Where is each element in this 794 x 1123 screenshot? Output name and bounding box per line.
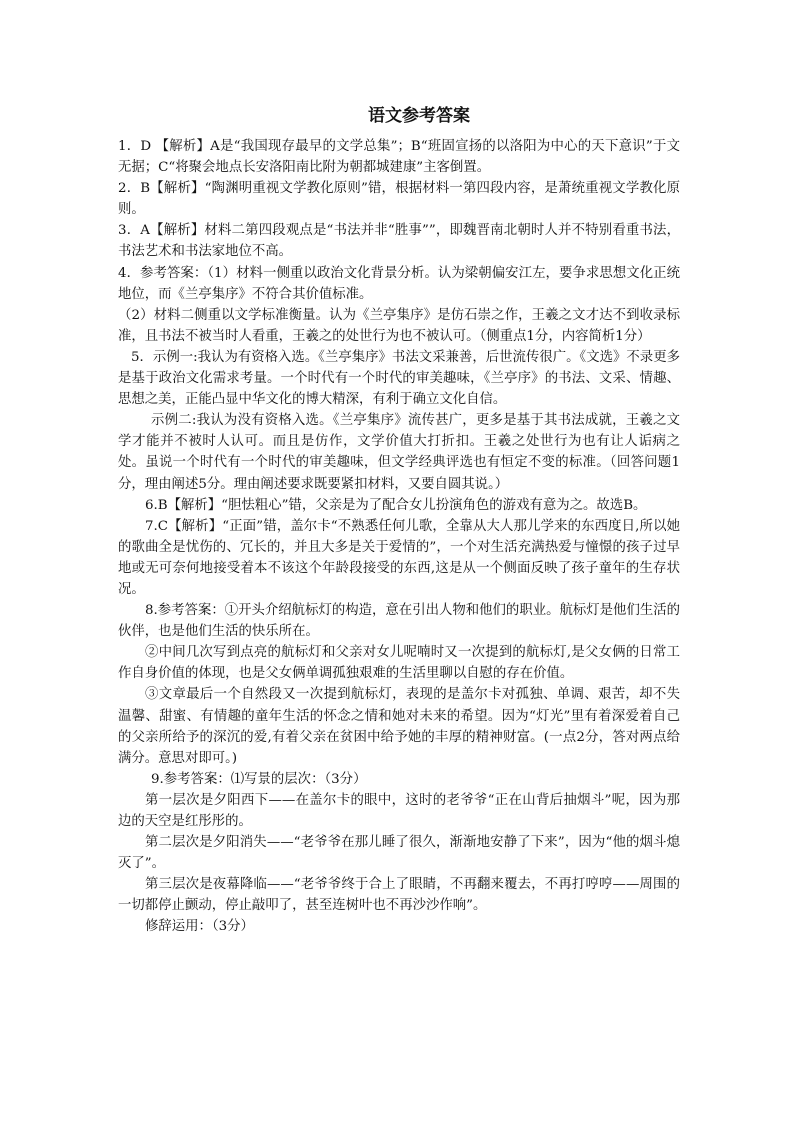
answer-9c-paragraph: 第二层次是夕阳消失——“老爷爷在那儿睡了很久，渐渐地安静了下来”，因为“他的烟斗熄灭了”。 [118,835,680,872]
answer-9a-paragraph: 9.参考答案：⑴写景的层次：（3分） [151,771,367,787]
answer-document [118,104,680,938]
answer-2-paragraph: 2．B【解析】“陶渊明重视文学教化原则”错，根据材料一第四段内容，是萧统重视文学教化原则。 [118,181,680,218]
answer-4a-paragraph: 4．参考答案：（1）材料一侧重以政治文化背景分析。认为梁朝偏安江左，要争求思想文化正统地位，而《兰亭集序》不符合其价值标准。 [118,265,680,302]
answer-1-paragraph: 1．D 【解析】A是“我国现存最早的文学总集”；B“班固宣扬的以洛阳为中心的天下意识”于文无据；C“将聚会地点长安洛阳南比附为朝都城建康”主客倒置。 [118,139,680,176]
answer-6-paragraph: 6.B【解析】“胆怯粗心”错，父亲是为了配合女儿扮演角色的游戏有意为之。故选B。 [145,497,647,513]
answer-3-paragraph: 3．A【解析】材料二第四段观点是“书法并非“胜事””，即魏晋南北朝时人并不特别看重书法，书法艺术和书法家地位不高。 [118,223,680,260]
answer-9b-paragraph: 第一层次是夕阳西下——在盖尔卡的眼中，这时的老爷爷“正在山背后抽烟斗”呢，因为那边的天空是红彤彤的。 [118,792,680,829]
answer-8b-paragraph: ②中间几次写到点亮的航标灯和父亲对女儿呢喃时又一次提到的航标灯,是父女俩的日常工作自身价值的体现，也是父女俩单调孤独艰难的生活里聊以自慰的存在价值。 [118,645,680,682]
answer-5b-paragraph: 示例二:我认为没有资格入选。《兰亭集序》流传甚广，更多是基于其书法成就，王羲之文学才能并不被时人认可。而且是仿作，文学价值大打折扣。王羲之处世行为也有让人诟病之处。虽说一个时代有一个时代的审美趣味，但文学经典评选也有恒定不变的标准。（回答问题1分，理由阐述5分。理由阐述要求既要紧扣材料，又要自圆其说。） [118,413,680,492]
page-title: 语文参考答案 [368,106,470,126]
answer-8a-paragraph: 8.参考答案：①开头介绍航标灯的构造，意在引出人物和他们的职业。航标灯是他们生活的伙伴，也是他们生活的快乐所在。 [118,603,681,640]
answer-9e-paragraph: 修辞运用：（3分） [145,919,254,935]
answer-7-paragraph: 7.C【解析】“正面”错，盖尔卡“不熟悉任何儿歌，全靠从大人那儿学来的东西度日,所以她的歌曲全是忧伤的、冗长的，并且大多是关于爱情的”，一个对生活充满热爱与憧憬的孩子过早地或无可奈何地接受着本不该这个年龄段接受的东西,这是从一个侧面反映了孩子童年的生存状况。 [118,518,680,597]
answer-5a-paragraph: 5．示例一:我认为有资格入选。《兰亭集序》书法文采兼善，后世流传很广。《文选》不录更多是基于政治文化需求考量。一个时代有一个时代的审美趣味，《兰亭序》的书法、文采、情趣、思想之美，正能凸显中华文化的博大精深，有利于确立文化自信。 [118,349,680,408]
answer-9d-paragraph: 第三层次是夜幕降临——“老爷爷终于合上了眼睛，不再翻来覆去，不再打哼哼——周围的一切都停止颤动，停止敲叩了，甚至连树叶也不再沙沙作响”。 [118,877,680,914]
answer-8c-paragraph: ③文章最后一个自然段又一次提到航标灯，表现的是盖尔卡对孤独、单调、艰苦，却不失温馨、甜蜜、有情趣的童年生活的怀念之情和她对未来的希望。因为“灯光”里有着深爱着自己的父亲所给予的深沉的爱,有着父亲在贫困中给予她的丰厚的精神财富。(一点2分，答对两点给满分。意思对即可。) [118,687,680,766]
answer-4b-paragraph: （2）材料二侧重以文学标准衡量。认为《兰亭集序》是仿石崇之作，王羲之文才达不到收录标准，且书法不被当时人看重，王羲之的处世行为也不被认可。（侧重点1分，内容简析1分） [118,307,680,344]
